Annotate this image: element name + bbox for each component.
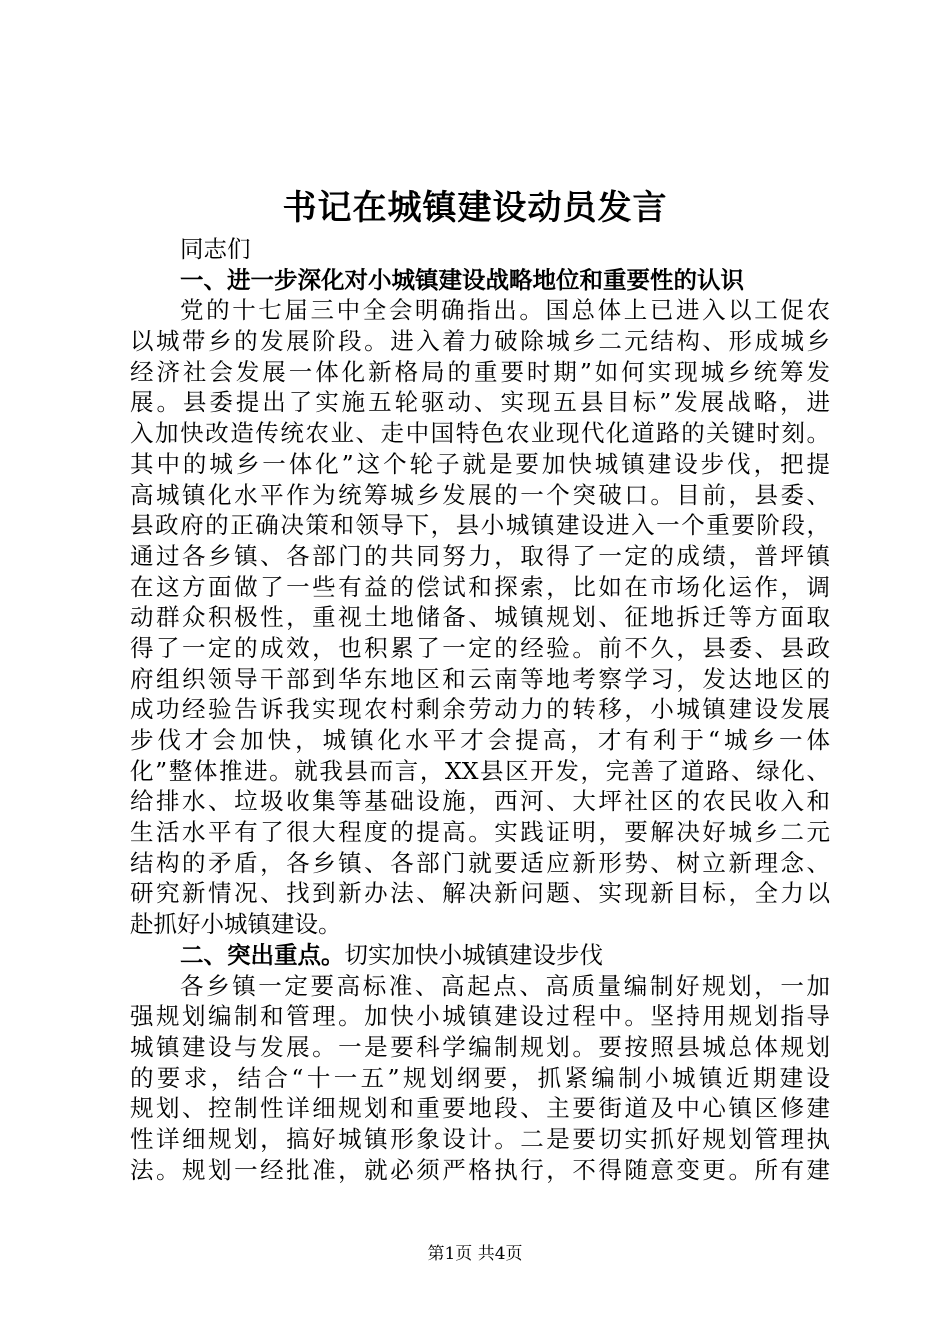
text-line: 在这方面做了一些有益的偿试和探索，比如在市场化运作，调	[130, 572, 830, 601]
text-line: 各乡镇一定要高标准、高起点、高质量编制好规划，一加	[180, 971, 830, 1000]
text-line: 成功经验告诉我实现农村剩余劳动力的转移，小城镇建设发展	[130, 695, 830, 724]
text-line: 其中的城乡一体化”这个轮子就是要加快城镇建设步伐，把提	[130, 449, 830, 478]
text-line: 性详细规划，搞好城镇形象设计。二是要切实抓好规划管理执	[130, 1124, 830, 1153]
section-2-heading	[130, 940, 830, 971]
section-2-heading-rest: 切实加快小城镇建设步伐	[344, 940, 603, 969]
text-line: 生活水平有了很大程度的提高。实践证明，要解决好城乡二元	[130, 818, 830, 847]
text-line: 动群众积极性，重视土地储备、城镇规划、征地拆迁等方面取	[130, 603, 830, 632]
document-title: 书记在城镇建设动员发言	[282, 188, 668, 228]
text-line: 研究新情况、找到新办法、解决新问题、实现新目标，全力以	[130, 879, 830, 908]
text-line: 法。规划一经批准，就必须严格执行，不得随意变更。所有建	[130, 1155, 830, 1184]
text-line: 城镇建设与发展。一是要科学编制规划。要按照县城总体规划	[130, 1032, 830, 1061]
text-line: 得了一定的成效，也积累了一定的经验。前不久，县委、县政	[130, 633, 830, 662]
salutation: 同志们	[180, 235, 251, 263]
text-line: 结构的矛盾，各乡镇、各部门就要适应新形势、树立新理念、	[130, 848, 830, 877]
text-line: 化”整体推进。就我县而言，XX县区开发，完善了道路、绿化、	[130, 756, 830, 785]
text-line: 以城带乡的发展阶段。进入着力破除城乡二元结构、形成城乡	[130, 327, 830, 356]
section-1-body	[130, 295, 830, 909]
text-line: 给排水、垃圾收集等基础设施，西河、大坪社区的农民收入和	[130, 787, 830, 816]
section-1-heading: 一、进一步深化对小城镇建设战略地位和重要性的认识	[180, 265, 744, 294]
text-line: 强规划编制和管理。加快小城镇建设过程中。坚持用规划指导	[130, 1002, 830, 1031]
section-2-heading-bold: 二、突出重点。	[180, 940, 345, 969]
text-line: 规划、控制性详细规划和重要地段、主要街道及中心镇区修建	[130, 1094, 830, 1123]
text-line: 府组织领导干部到华东地区和云南等地考察学习，发达地区的	[130, 664, 830, 693]
text-line: 通过各乡镇、各部门的共同努力，取得了一定的成绩，普坪镇	[130, 541, 830, 570]
text-line: 高城镇化水平作为统筹城乡发展的一个突破口。目前，县委、	[130, 480, 830, 509]
text-line: 入加快改造传统农业、走中国特色农业现代化道路的关键时刻。	[130, 419, 830, 448]
section-2-body	[130, 971, 830, 1186]
text-line: 步伐才会加快，城镇化水平才会提高，才有利于“城乡一体	[130, 726, 830, 754]
text-line: 县政府的正确决策和领导下，县小城镇建设进入一个重要阶段，	[130, 511, 830, 540]
text-line: 的要求，结合“十一五”规划纲要，抓紧编制小城镇近期建设	[130, 1063, 830, 1092]
page-number: 第1页 共4页	[427, 1244, 523, 1264]
text-line: 经济社会发展一体化新格局的重要时期”如何实现城乡统筹发	[130, 357, 830, 386]
section-1-last-line: 赴抓好小城镇建设。	[130, 910, 342, 939]
document-body	[130, 234, 830, 1185]
text-line: 党的十七届三中全会明确指出。国总体上已进入以工促农	[180, 296, 830, 325]
text-line: 展。县委提出了实施五轮驱动、实现五县目标”发展战略，进	[130, 388, 830, 417]
